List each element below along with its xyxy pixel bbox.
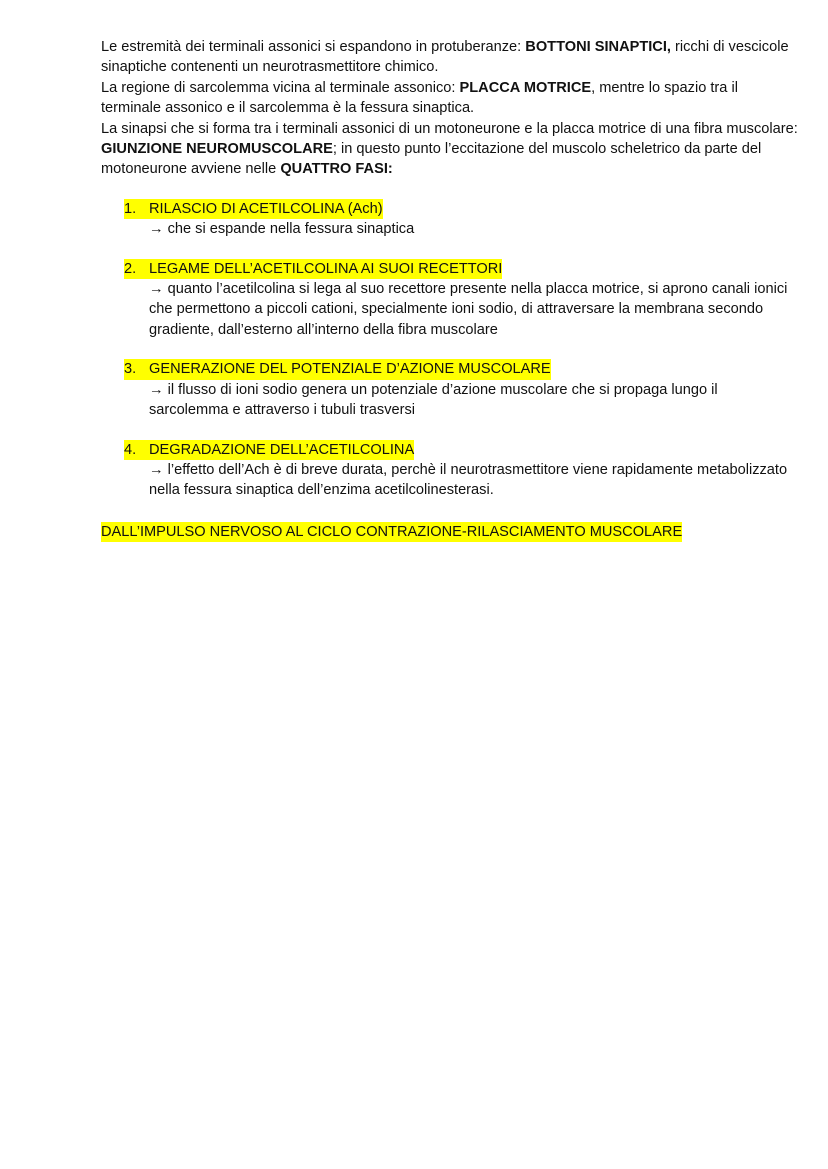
phase-title: GENERAZIONE DEL POTENZIALE D’AZIONE MUSCOLARE	[149, 361, 551, 378]
term-quattro-fasi: QUATTRO FASI:	[280, 161, 393, 178]
phase-title: DEGRADAZIONE DELL’ACETILCOLINA	[149, 441, 415, 458]
term-placca-motrice: PLACCA MOTRICE	[459, 79, 592, 96]
intro-paragraph-3	[101, 119, 801, 180]
intro-paragraph-2	[101, 78, 801, 119]
phase-title: LEGAME DELL’ACETILCOLINA AI SUOI RECETTORI	[149, 260, 503, 277]
phase-heading	[124, 259, 502, 279]
phase-number: 3.	[124, 361, 137, 378]
final-heading: DALL’IMPULSO NERVOSO AL CICLO CONTRAZIONE-RILASCIAMENTO MUSCOLARE	[101, 522, 682, 542]
phase-heading	[124, 440, 414, 460]
intro-text: ; in questo punto l’eccitazione del muscolo scheletrico da parte del motoneurone avviene nelle	[101, 141, 762, 178]
phase-item	[101, 259, 801, 341]
intro-paragraph-1	[101, 37, 801, 78]
intro-text: ricchi di vescicole sinaptiche contenenti un neurotrasmettitore chimico.	[101, 39, 789, 76]
right-arrow-icon: →	[149, 281, 164, 298]
intro-text: Le estremità dei terminali assonici si espandono in protuberanze:	[101, 39, 526, 55]
phase-description	[149, 460, 801, 501]
intro-section	[101, 37, 801, 180]
phase-description	[149, 219, 801, 239]
term-bottoni-sinaptici: BOTTONI SINAPTICI,	[525, 39, 671, 55]
phase-text: l’effetto dell’Ach è di breve durata, perchè il neurotrasmettitore viene rapidamente metabolizzato nella fessura sinaptica dell’enzima acetilcolinesterasi.	[149, 461, 788, 499]
intro-text: La regione di sarcolemma vicina al terminale assonico:	[101, 79, 460, 96]
intro-text: , mentre lo spazio tra il terminale assonico e il sarcolemma è la fessura sinaptica.	[101, 79, 738, 117]
phase-item	[101, 359, 801, 420]
phases-list	[101, 199, 801, 501]
term-giunzione-neuromuscolare: GIUNZIONE NEUROMUSCOLARE	[101, 141, 333, 158]
phase-description	[149, 279, 801, 340]
intro-text: La sinapsi che si forma tra i terminali assonici di un motoneurone e la placca motrice di una fibra muscolare:	[101, 120, 798, 137]
phase-text: che si espande nella fessura sinaptica	[167, 221, 415, 238]
phase-number: 2.	[124, 260, 137, 277]
right-arrow-icon: →	[149, 381, 164, 398]
phase-text: quanto l’acetilcolina si lega al suo recettore presente nella placca motrice, si aprono canali ionici che permettono a piccoli cationi, specialmente ioni sodio, di attraversare la membrana secondo gradiente, dall’esterno all’interno della fibra muscolare	[149, 281, 788, 338]
phase-item	[101, 440, 801, 501]
right-arrow-icon: →	[149, 221, 164, 238]
phase-heading	[124, 359, 551, 379]
right-arrow-icon: →	[149, 461, 164, 478]
phase-number: 1.	[124, 200, 137, 217]
phase-item	[101, 199, 801, 240]
phase-number: 4.	[124, 441, 137, 458]
phase-heading	[124, 199, 383, 219]
document-page	[101, 37, 801, 542]
phase-title: RILASCIO DI ACETILCOLINA (Ach)	[149, 200, 383, 217]
phase-description	[149, 380, 801, 421]
phase-text: il flusso di ioni sodio genera un potenziale d’azione muscolare che si propaga lungo il sarcolemma e attraverso i tubuli trasversi	[149, 381, 718, 419]
